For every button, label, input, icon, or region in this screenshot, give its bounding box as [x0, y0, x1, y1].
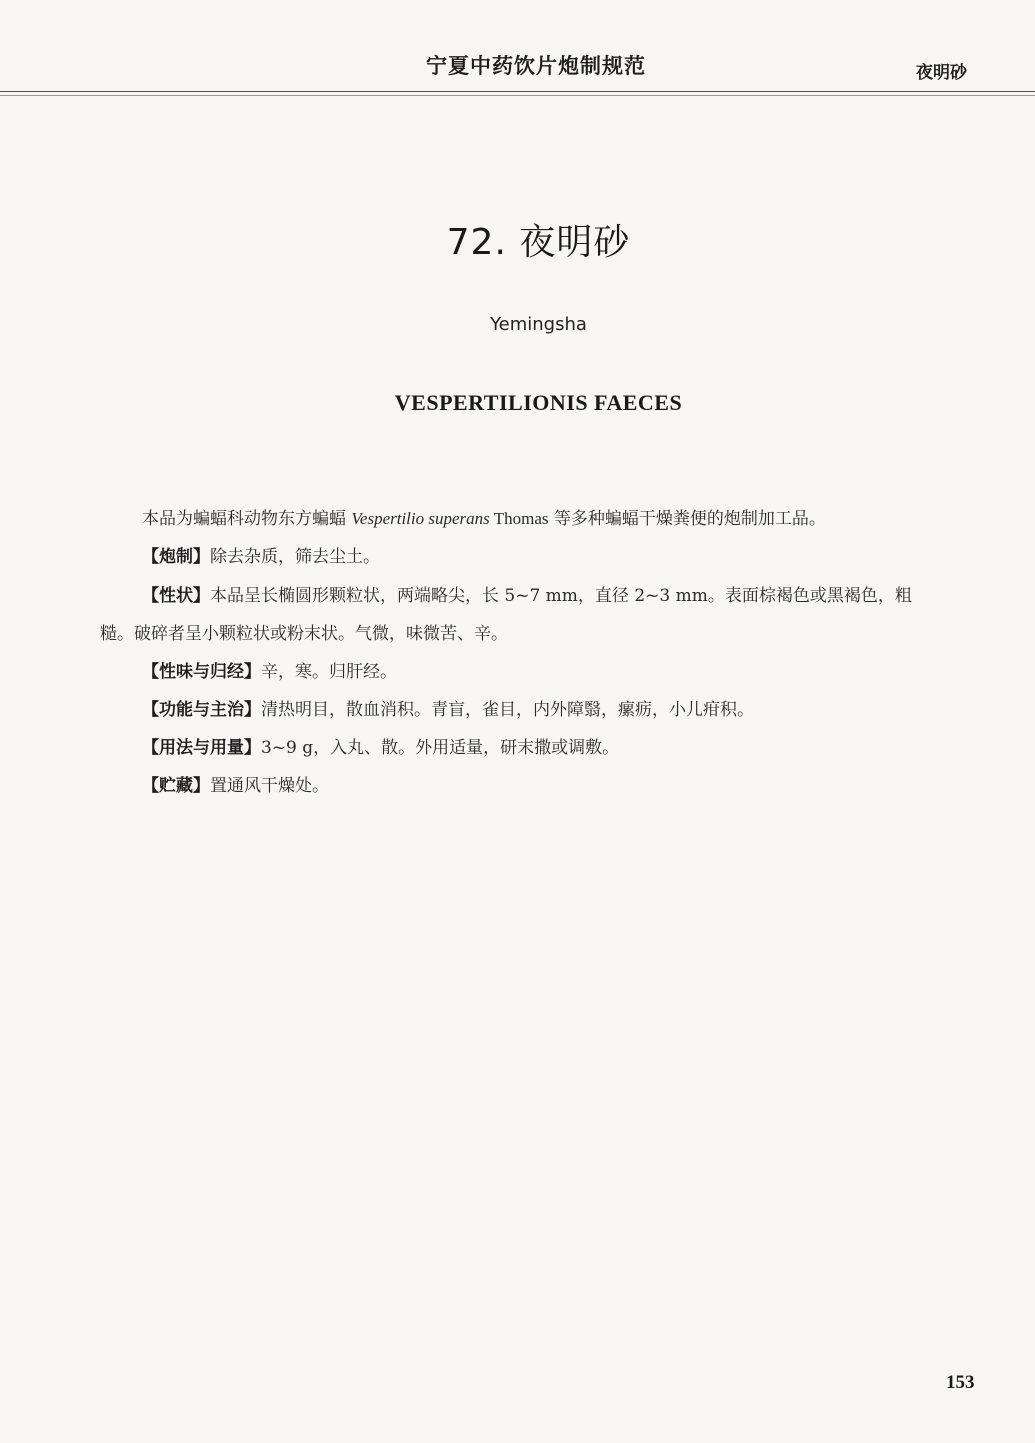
description-paragraph [142, 584, 992, 608]
running-head-entry-name: 夜明砂 [916, 63, 967, 83]
processing-label: 【炮制】 [142, 547, 210, 567]
usage-paragraph [142, 736, 992, 760]
header-rule [0, 91, 1035, 92]
running-head-book-title: 宁夏中药饮片炮制规范 [426, 54, 646, 78]
storage-paragraph [142, 774, 992, 798]
processing-text: 除去杂质，筛去尘土。 [210, 547, 380, 567]
function-label: 【功能与主治】 [142, 700, 261, 720]
function-text: 清热明目，散血消积。青盲，雀目，内外障翳，瘰疬，小儿疳积。 [261, 700, 754, 720]
nature-paragraph [142, 660, 992, 684]
nature-text: 辛，寒。归肝经。 [261, 662, 397, 682]
source-species: Vespertilio superans [351, 509, 490, 528]
description-label: 【性状】 [142, 586, 210, 606]
source-author: Thomas [489, 509, 549, 528]
function-paragraph [142, 698, 992, 722]
entry-pinyin: Yemingsha [490, 314, 587, 335]
description-paragraph-continued [100, 622, 950, 646]
page-header [0, 0, 1035, 94]
storage-text: 置通风干燥处。 [210, 776, 329, 796]
entry-title: 72. 夜明砂 [446, 222, 631, 263]
source-paragraph [142, 507, 992, 531]
source-suffix: 等多种蝙蝠干燥粪便的炮制加工品。 [548, 509, 826, 529]
usage-text: 3~9 g，入丸、散。外用适量，研末撒或调敷。 [261, 738, 620, 758]
description-text-line1: 本品呈长椭圆形颗粒状，两端略尖，长 5~7 mm，直径 2~3 mm。表面棕褐色或黑褐色，粗 [210, 586, 912, 606]
usage-label: 【用法与用量】 [142, 738, 261, 758]
page-number: 153 [946, 1372, 975, 1393]
source-prefix: 本品为蝙蝠科动物东方蝙蝠 [142, 509, 352, 529]
processing-paragraph [142, 545, 992, 569]
storage-label: 【贮藏】 [142, 776, 210, 796]
header-rule-thin [0, 95, 1035, 96]
entry-latin-name: VESPERTILIONIS FAECES [394, 390, 683, 415]
description-text-line2: 糙。破碎者呈小颗粒状或粉末状。气微，味微苦、辛。 [100, 624, 508, 644]
nature-label: 【性味与归经】 [142, 662, 261, 682]
